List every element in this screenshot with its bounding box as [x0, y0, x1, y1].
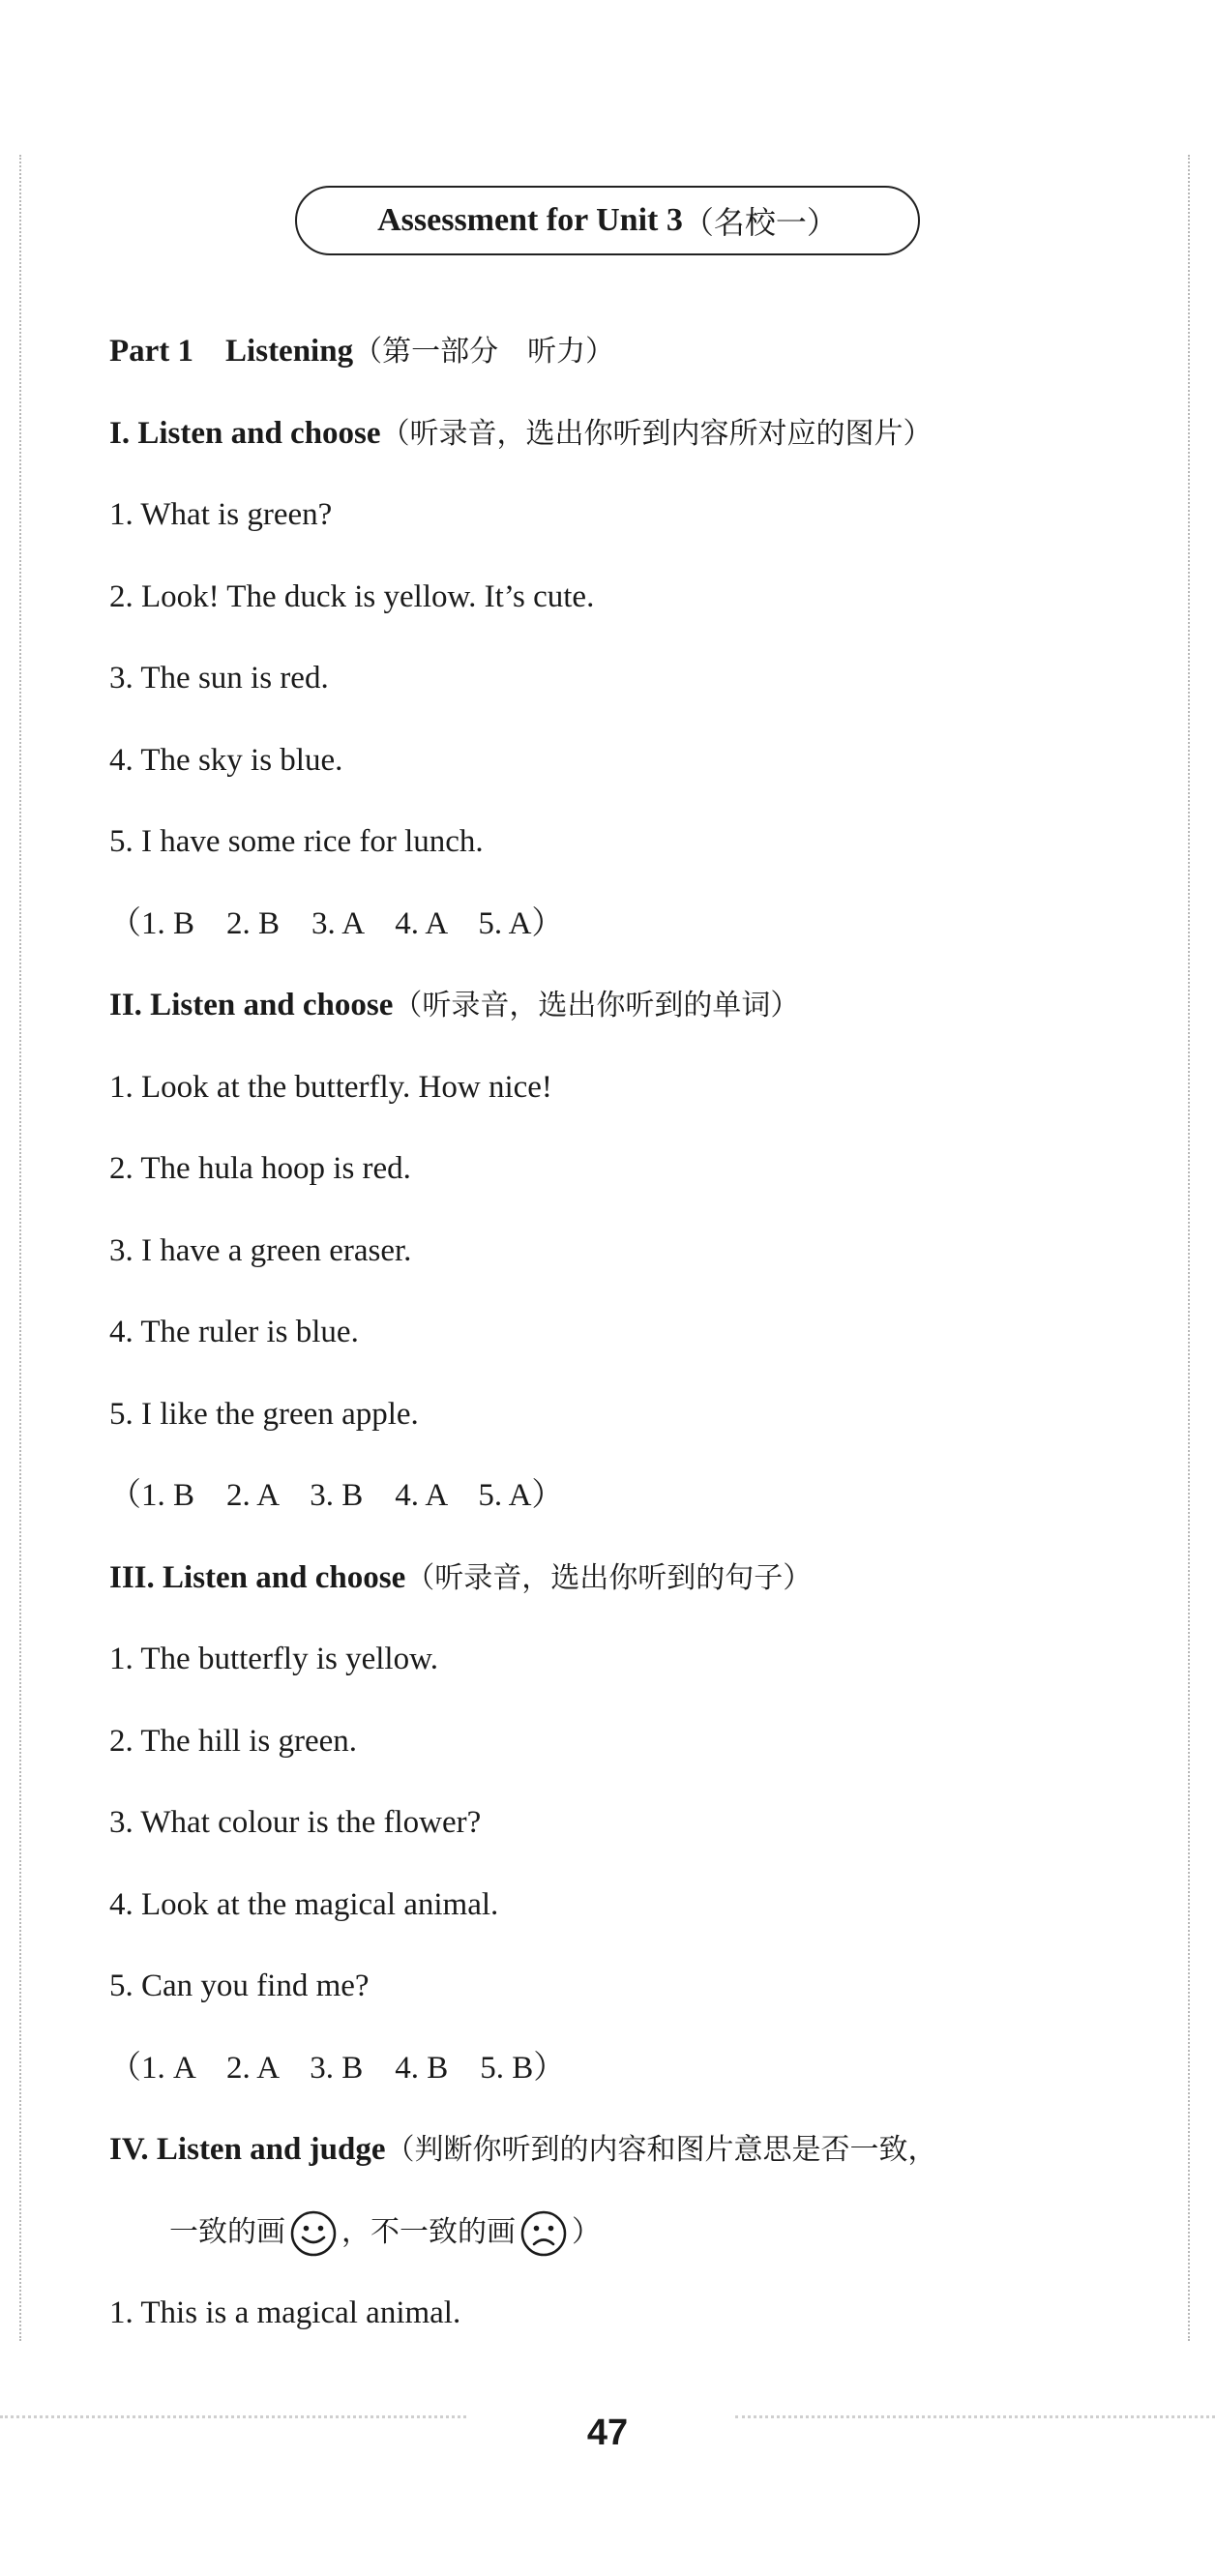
right-dotted-border [1188, 155, 1190, 2341]
section-heading-cn: （听录音，选出你听到内容所对应的图片） [380, 416, 933, 451]
instruction-close-paren: ） [572, 2214, 601, 2249]
section-heading-cn: （听录音，选出你听到的句子） [405, 1560, 813, 1595]
answer-key: （1. B 2. A 3. B 4. A 5. A） [109, 1478, 564, 1513]
list-item: 4. The ruler is blue. [109, 1315, 359, 1349]
section-heading [109, 1551, 1164, 1633]
section-heading [109, 978, 1164, 1060]
section-heading [109, 406, 1164, 489]
part-label-cn: （第一部分 听力） [353, 335, 615, 369]
footer-divider-right [735, 2415, 1215, 2418]
list-item: 5. Can you find me? [109, 1969, 370, 2003]
section-heading-continued [109, 2205, 1164, 2287]
smiley-face-icon [289, 2209, 338, 2258]
instruction-inconsistent: ，不一致的画 [341, 2214, 516, 2249]
list-item: 2. Look! The duck is yellow. It’s cute. [109, 578, 595, 614]
list-item: 3. What colour is the flower? [109, 1805, 482, 1840]
frowning-face-icon [519, 2209, 568, 2258]
list-item: 1. This is a magical animal. [109, 2295, 461, 2330]
section-heading-text: IV. Listen and judge [109, 2132, 386, 2167]
section-heading-cn: （判断你听到的内容和图片意思是否一致， [385, 2133, 937, 2167]
list-item: 4. Look at the magical animal. [109, 1886, 499, 1922]
list-item: 1. The butterfly is yellow. [109, 1642, 439, 1676]
section-heading-text: II. Listen and choose [109, 988, 394, 1022]
left-dotted-border [19, 155, 21, 2341]
list-item: 2. The hill is green. [109, 1723, 358, 1759]
page-number: 47 [586, 2413, 629, 2453]
list-item: 2. The hula hoop is red. [109, 1151, 411, 1186]
list-item: 5. I like the green apple. [109, 1396, 419, 1432]
title-school-tag: （名校一） [682, 204, 838, 241]
part-heading [109, 324, 1164, 406]
title-text: Assessment for Unit 3 [377, 202, 683, 238]
answer-key: （1. A 2. A 3. B 4. B 5. B） [109, 2050, 566, 2086]
section-heading-cn: （听录音，选出你听到的单词） [393, 989, 800, 1022]
list-item: 1. What is green? [109, 497, 333, 532]
assessment-title [295, 186, 920, 255]
section-heading-text: III. Listen and choose [109, 1559, 406, 1595]
section-heading [109, 2122, 1164, 2205]
part-label: Part 1 Listening [109, 334, 354, 369]
answer-key: （1. B 2. B 3. A 4. A 5. A） [109, 905, 564, 941]
list-item: 5. I have some rice for lunch. [109, 824, 484, 859]
listening-content [109, 324, 1164, 2368]
instruction-consistent: 一致的画 [169, 2214, 285, 2249]
list-item: 3. I have a green eraser. [109, 1232, 412, 1268]
list-item: 1. Look at the butterfly. How nice! [109, 1069, 552, 1105]
section-heading-text: I. Listen and choose [109, 415, 381, 451]
list-item: 4. The sky is blue. [109, 742, 343, 778]
list-item: 3. The sun is red. [109, 661, 329, 696]
footer-divider-left [0, 2415, 466, 2418]
